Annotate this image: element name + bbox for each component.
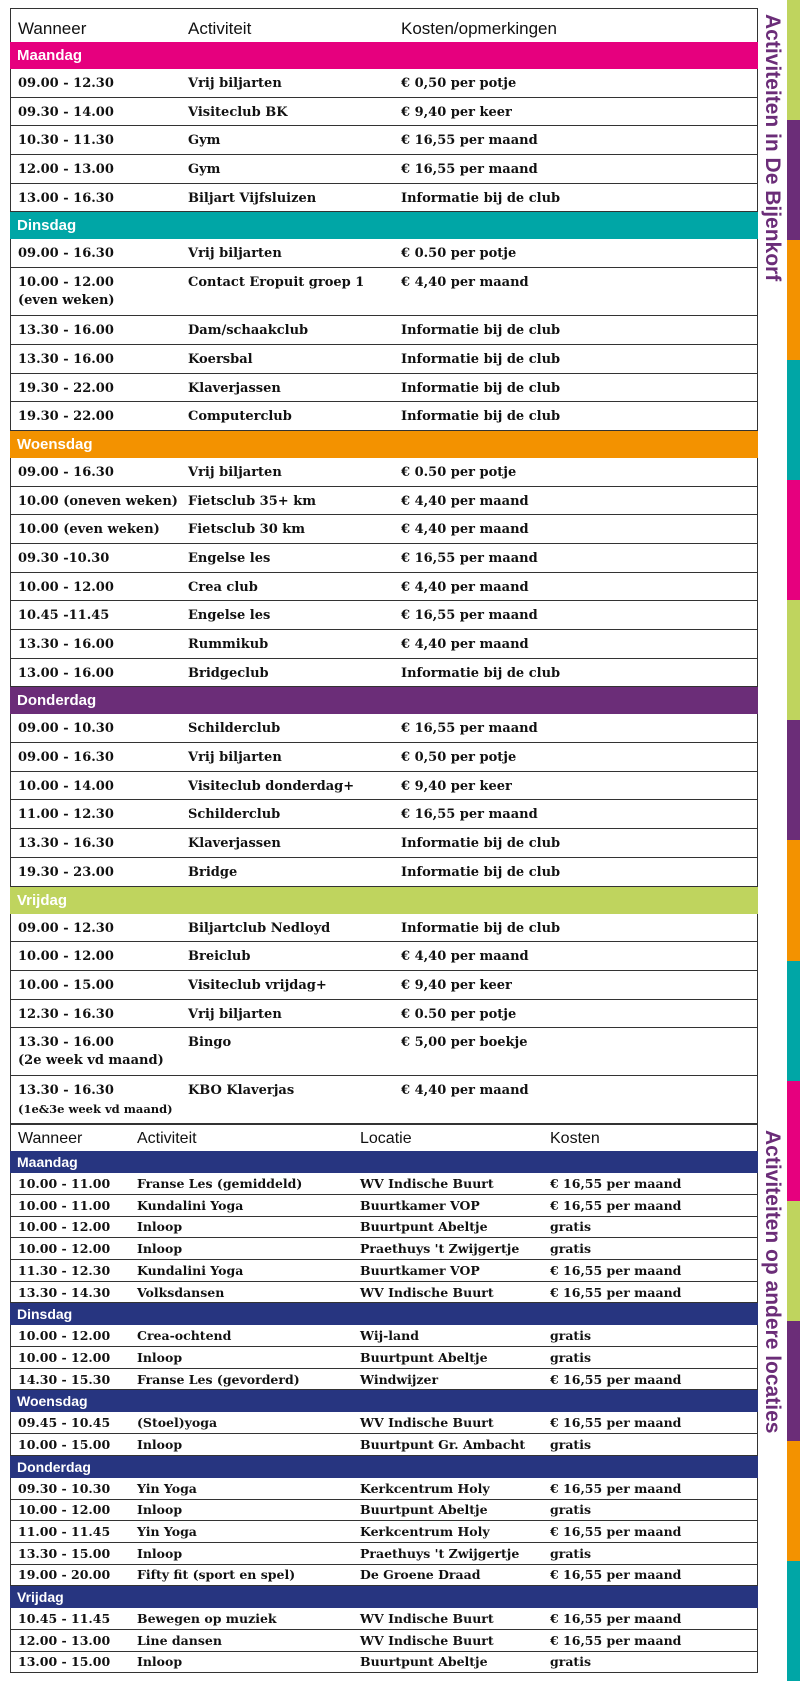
day-header-dinsdag: Dinsdag xyxy=(10,212,758,239)
table-row xyxy=(10,1028,758,1076)
time-cell: 13.30 - 15.00 xyxy=(18,1545,111,1561)
activity-cell: Computerclub xyxy=(188,409,292,425)
time-cell xyxy=(18,408,188,426)
cost-cell: Informatie bij de club xyxy=(401,351,561,367)
cost-cell: € 9,40 per keer xyxy=(401,778,512,794)
cost-cell: gratis xyxy=(550,1545,591,1561)
header-cell: Wanneer xyxy=(18,1130,83,1148)
activity-cell: Fietsclub 35+ km xyxy=(188,493,316,509)
time-cell xyxy=(18,550,188,568)
time-note: (even weken) xyxy=(18,293,115,309)
day-header-donderdag: Donderdag xyxy=(10,687,758,714)
time-note: (2e week vd maand) xyxy=(18,1053,164,1069)
activity-cell: Engelse les xyxy=(188,608,271,624)
cost-cell: gratis xyxy=(550,1328,591,1344)
activity-cell: Biljartclub Nedloyd xyxy=(188,920,331,936)
table-row xyxy=(10,971,758,1000)
cost-cell: € 16,55 per maand xyxy=(550,1262,682,1278)
day-header-woensdag: Woensdag xyxy=(10,431,758,458)
activity-cell: Bingo xyxy=(188,1035,232,1051)
time-text: 12.30 - 16.30 xyxy=(18,1006,114,1022)
activity-cell: Yin Yoga xyxy=(137,1524,197,1540)
time-cell: 14.30 - 15.30 xyxy=(18,1371,111,1387)
time-cell xyxy=(18,274,188,310)
day-header-woensdag: Woensdag xyxy=(10,1390,758,1412)
time-text: 13.30 - 16.30 xyxy=(18,1083,114,1099)
activity-cell: Klaverjassen xyxy=(188,380,281,396)
table-row xyxy=(10,1282,758,1304)
cost-cell: € 4,40 per maand xyxy=(401,949,529,965)
time-cell xyxy=(18,190,188,208)
table-row xyxy=(10,1260,758,1282)
time-text: 09.30 -10.30 xyxy=(18,550,110,566)
activity-cell: Crea club xyxy=(188,579,258,595)
time-cell xyxy=(18,720,188,738)
time-note: (1e&3e week vd maand) xyxy=(18,1102,173,1117)
location-cell: WV Indische Buurt xyxy=(360,1415,494,1431)
cost-cell: gratis xyxy=(550,1349,591,1365)
cost-cell: € 16,55 per maand xyxy=(550,1480,682,1496)
time-cell xyxy=(18,132,188,150)
activity-cell: Fifty fit (sport en spel) xyxy=(137,1567,296,1583)
cost-cell: € 16,55 per maand xyxy=(401,721,538,737)
cost-cell: gratis xyxy=(550,1436,591,1452)
time-cell xyxy=(18,493,188,511)
time-cell: 13.30 - 14.30 xyxy=(18,1284,111,1300)
cost-cell: € 0.50 per potje xyxy=(401,246,517,262)
cost-cell: € 16,55 per maand xyxy=(550,1197,682,1213)
location-cell: WV Indische Buurt xyxy=(360,1176,494,1192)
table-row xyxy=(10,1347,758,1369)
table-row xyxy=(10,1521,758,1543)
table-row xyxy=(10,1412,758,1434)
time-text: 10.00 - 12.00 xyxy=(18,275,114,291)
cost-cell: gratis xyxy=(550,1219,591,1235)
table-row xyxy=(10,402,758,431)
location-cell: Kerkcentrum Holy xyxy=(360,1480,490,1496)
cost-cell: gratis xyxy=(550,1241,591,1257)
table-row xyxy=(10,573,758,602)
location-cell: De Groene Draad xyxy=(360,1567,481,1583)
time-text: 09.00 - 16.30 xyxy=(18,246,114,262)
cost-cell: Informatie bij de club xyxy=(401,190,561,206)
header-cell: Locatie xyxy=(360,1130,412,1148)
activity-cell: Inloop xyxy=(137,1241,183,1257)
time-cell: 10.00 - 11.00 xyxy=(18,1176,111,1192)
cost-cell: € 9,40 per keer xyxy=(401,977,512,993)
table-row xyxy=(10,126,758,155)
activity-cell: Visiteclub BK xyxy=(188,104,288,120)
time-text: 13.30 - 16.30 xyxy=(18,836,114,852)
activity-cell: Kundalini Yoga xyxy=(137,1197,244,1213)
cost-cell: € 4,40 per maand xyxy=(401,579,529,595)
strip-segment xyxy=(787,1201,800,1321)
time-text: 09.00 - 16.30 xyxy=(18,464,114,480)
cost-cell: € 16,55 per maand xyxy=(550,1371,682,1387)
strip-segment xyxy=(787,720,800,840)
activity-cell: Vrij biljarten xyxy=(188,1006,282,1022)
activity-cell: Bridgeclub xyxy=(188,665,269,681)
table-row xyxy=(10,1076,758,1124)
time-cell: 12.00 - 13.00 xyxy=(18,1632,111,1648)
table-row xyxy=(10,544,758,573)
activity-cell: Inloop xyxy=(137,1219,183,1235)
table-row xyxy=(10,601,758,630)
time-text: 10.00 (oneven weken) xyxy=(18,493,178,509)
table-row xyxy=(10,914,758,943)
activity-cell: Inloop xyxy=(137,1436,183,1452)
cost-cell: gratis xyxy=(550,1502,591,1518)
strip-segment xyxy=(787,1081,800,1201)
time-cell xyxy=(18,864,188,882)
time-text: 13.30 - 16.00 xyxy=(18,637,114,652)
time-cell xyxy=(18,948,188,966)
cost-cell: € 0.50 per potje xyxy=(401,464,517,480)
location-cell: Buurtkamer VOP xyxy=(360,1197,480,1213)
table-row xyxy=(10,659,758,688)
table-row xyxy=(10,155,758,184)
activity-cell: Inloop xyxy=(137,1349,183,1365)
time-text: 11.00 - 12.30 xyxy=(18,807,114,823)
side-title-other-locations: Activiteiten op andere locaties xyxy=(761,1130,784,1434)
activity-cell: KBO Klaverjas xyxy=(188,1083,295,1099)
time-text: 09.00 - 16.30 xyxy=(18,750,114,766)
time-cell: 09.45 - 10.45 xyxy=(18,1415,111,1431)
time-text: 10.00 - 15.00 xyxy=(18,977,114,993)
day-header-vrijdag: Vrijdag xyxy=(10,1586,758,1608)
strip-segment xyxy=(787,480,800,600)
cost-cell: € 4,40 per maand xyxy=(401,522,529,538)
table-row xyxy=(10,1000,758,1029)
activity-cell: Volksdansen xyxy=(137,1284,225,1300)
table-row xyxy=(10,829,758,858)
table-row xyxy=(10,184,758,213)
cost-cell: € 16,55 per maand xyxy=(550,1611,682,1627)
activity-cell: Vrij biljarten xyxy=(188,76,282,91)
cost-cell: € 16,55 per maand xyxy=(550,1524,682,1540)
day-header-dinsdag: Dinsdag xyxy=(10,1303,758,1325)
day-header-maandag: Maandag xyxy=(10,42,758,69)
table-row xyxy=(10,858,758,887)
table-header xyxy=(10,1124,758,1151)
table-row xyxy=(10,1325,758,1347)
cost-cell: € 4,40 per maand xyxy=(401,1083,529,1099)
activity-cell: Vrij biljarten xyxy=(188,246,282,262)
time-cell: 10.45 - 11.45 xyxy=(18,1611,111,1627)
cost-cell: € 16,55 per maand xyxy=(401,807,538,823)
location-cell: WV Indische Buurt xyxy=(360,1632,494,1648)
table-header xyxy=(10,8,758,42)
table-row xyxy=(10,1630,758,1652)
cost-cell: € 16,55 per maand xyxy=(550,1632,682,1648)
day-header-vrijdag: Vrijdag xyxy=(10,887,758,914)
strip-segment xyxy=(787,840,800,960)
time-cell: 10.00 - 12.00 xyxy=(18,1241,111,1257)
cost-cell: Informatie bij de club xyxy=(401,864,561,880)
side-title-bijenkorf: Activiteiten in De Bijenkorf xyxy=(761,14,784,282)
time-cell xyxy=(18,778,188,796)
cost-cell: gratis xyxy=(550,1654,591,1670)
time-text: 10.00 (even weken) xyxy=(18,522,160,538)
time-text: 12.00 - 13.00 xyxy=(18,162,114,178)
cost-cell: Informatie bij de club xyxy=(401,920,561,936)
location-cell: Buurtkamer VOP xyxy=(360,1262,480,1278)
activity-cell: Crea-ochtend xyxy=(137,1328,232,1344)
activity-cell: (Stoel)yoga xyxy=(137,1415,218,1431)
header-cell: Activiteit xyxy=(137,1130,197,1148)
cost-cell: € 4,40 per maand xyxy=(401,637,529,652)
time-cell xyxy=(18,104,188,122)
time-text: 09.30 - 14.00 xyxy=(18,104,114,120)
time-cell: 10.00 - 11.00 xyxy=(18,1197,111,1213)
strip-segment xyxy=(787,360,800,480)
time-text: 10.45 -11.45 xyxy=(18,608,110,624)
cost-cell: € 16,55 per maand xyxy=(550,1176,682,1192)
time-cell xyxy=(18,920,188,938)
time-text: 13.00 - 16.30 xyxy=(18,190,114,206)
activity-cell: Breiclub xyxy=(188,949,251,965)
table-row xyxy=(10,487,758,516)
table-row xyxy=(10,743,758,772)
table-row xyxy=(10,239,758,268)
table-row xyxy=(10,1608,758,1630)
activity-cell: Yin Yoga xyxy=(137,1480,197,1496)
activity-cell: Franse Les (gemiddeld) xyxy=(137,1176,303,1192)
cost-cell: € 0,50 per potje xyxy=(401,750,517,766)
table-row xyxy=(10,1565,758,1587)
time-cell xyxy=(18,464,188,482)
time-cell xyxy=(18,1082,188,1118)
time-text: 10.00 - 12.00 xyxy=(18,949,114,965)
table-row xyxy=(10,1500,758,1522)
activity-cell: Schilderclub xyxy=(188,807,281,823)
table-row xyxy=(10,714,758,743)
activity-cell: Vrij biljarten xyxy=(188,750,282,766)
location-cell: Buurtpunt Abeltje xyxy=(360,1219,488,1235)
cost-cell: Informatie bij de club xyxy=(401,409,561,425)
time-cell: 11.30 - 12.30 xyxy=(18,1262,111,1278)
time-cell xyxy=(18,806,188,824)
schedule-tables xyxy=(10,8,758,1673)
time-text: 09.00 - 12.30 xyxy=(18,920,114,936)
cost-cell: € 16,55 per maand xyxy=(401,133,538,149)
day-header-donderdag: Donderdag xyxy=(10,1456,758,1478)
strip-segment xyxy=(787,961,800,1081)
time-cell xyxy=(18,749,188,767)
cost-cell: € 16,55 per maand xyxy=(550,1284,682,1300)
activity-cell: Bewegen op muziek xyxy=(137,1611,277,1627)
table-row xyxy=(10,1369,758,1391)
activity-cell: Fietsclub 30 km xyxy=(188,522,306,538)
time-text: 19.30 - 22.00 xyxy=(18,409,114,425)
strip-segment xyxy=(787,120,800,240)
table-row xyxy=(10,1543,758,1565)
cost-cell: € 5,00 per boekje xyxy=(401,1035,528,1051)
table-row xyxy=(10,630,758,659)
table-row xyxy=(10,942,758,971)
cost-cell: € 16,55 per maand xyxy=(401,550,538,566)
time-text: 09.00 - 12.30 xyxy=(18,76,114,91)
location-cell: Praethuys 't Zwijgertje xyxy=(360,1241,520,1257)
cost-cell: € 4,40 per maand xyxy=(401,493,529,509)
strip-segment xyxy=(787,1441,800,1561)
activity-cell: Inloop xyxy=(137,1502,183,1518)
header-cell: Wanneer xyxy=(18,20,87,38)
time-cell: 11.00 - 11.45 xyxy=(18,1524,111,1540)
cost-cell: € 4,40 per maand xyxy=(401,275,529,291)
cost-cell: € 16,55 per maand xyxy=(401,162,538,178)
time-cell xyxy=(18,1034,188,1070)
location-cell: Kerkcentrum Holy xyxy=(360,1524,490,1540)
time-cell xyxy=(18,636,188,654)
activity-cell: Klaverjassen xyxy=(188,836,281,852)
activity-cell: Kundalini Yoga xyxy=(137,1262,244,1278)
location-cell: WV Indische Buurt xyxy=(360,1284,494,1300)
time-cell: 10.00 - 12.00 xyxy=(18,1502,111,1518)
strip-segment xyxy=(787,1321,800,1441)
location-cell: Wij-land xyxy=(360,1328,419,1344)
cost-cell: Informatie bij de club xyxy=(401,323,561,339)
location-cell: Buurtpunt Abeltje xyxy=(360,1349,488,1365)
time-cell xyxy=(18,977,188,995)
strip-segment xyxy=(787,240,800,360)
activity-cell: Gym xyxy=(188,162,221,178)
time-text: 10.30 - 11.30 xyxy=(18,133,114,149)
header-cell: Kosten xyxy=(550,1130,600,1148)
cost-cell: Informatie bij de club xyxy=(401,380,561,396)
time-cell: 13.00 - 15.00 xyxy=(18,1654,111,1670)
activity-cell: Visiteclub donderdag+ xyxy=(188,778,355,794)
table-row xyxy=(10,772,758,801)
location-cell: WV Indische Buurt xyxy=(360,1611,494,1627)
location-cell: Buurtpunt Abeltje xyxy=(360,1502,488,1518)
time-cell: 19.00 - 20.00 xyxy=(18,1567,111,1583)
header-cell: Activiteit xyxy=(188,20,252,38)
activity-cell: Inloop xyxy=(137,1545,183,1561)
strip-segment xyxy=(787,600,800,720)
activity-cell: Engelse les xyxy=(188,550,271,566)
location-cell: Buurtpunt Abeltje xyxy=(360,1654,488,1670)
time-text: 13.30 - 16.00 xyxy=(18,351,114,367)
activity-cell: Franse Les (gevorderd) xyxy=(137,1371,300,1387)
cost-cell: € 16,55 per maand xyxy=(550,1567,682,1583)
activity-cell: Contact Eropuit groep 1 xyxy=(188,275,365,291)
table-row xyxy=(10,515,758,544)
table-row xyxy=(10,374,758,403)
time-cell xyxy=(18,380,188,398)
time-cell xyxy=(18,579,188,597)
table-row xyxy=(10,316,758,345)
time-cell xyxy=(18,835,188,853)
time-text: 10.00 - 14.00 xyxy=(18,778,114,794)
time-cell xyxy=(18,607,188,625)
activity-cell: Koersbal xyxy=(188,351,253,367)
table-row xyxy=(10,69,758,98)
cost-cell: € 16,55 per maand xyxy=(401,608,538,624)
time-cell xyxy=(18,245,188,263)
time-text: 13.30 - 16.00 xyxy=(18,323,114,339)
table-row xyxy=(10,800,758,829)
time-cell xyxy=(18,521,188,539)
activity-cell: Gym xyxy=(188,133,221,149)
table-row xyxy=(10,1238,758,1260)
table-row xyxy=(10,458,758,487)
activity-cell: Bridge xyxy=(188,864,238,880)
table-row xyxy=(10,98,758,127)
table-row xyxy=(10,1173,758,1195)
time-cell xyxy=(18,665,188,683)
time-text: 19.30 - 22.00 xyxy=(18,380,114,396)
other-locations-table xyxy=(10,1124,758,1673)
table-row xyxy=(10,1217,758,1239)
activity-cell: Schilderclub xyxy=(188,721,281,737)
activity-cell: Rummikub xyxy=(188,637,269,652)
time-cell: 10.00 - 15.00 xyxy=(18,1436,111,1452)
color-side-strip xyxy=(787,0,800,1681)
time-text: 09.00 - 10.30 xyxy=(18,721,114,737)
time-text: 13.00 - 16.00 xyxy=(18,665,114,681)
time-cell xyxy=(18,161,188,179)
table-row xyxy=(10,345,758,374)
activity-cell: Line dansen xyxy=(137,1632,222,1648)
time-text: 13.30 - 16.00 xyxy=(18,1035,114,1051)
cost-cell: Informatie bij de club xyxy=(401,836,561,852)
table-row xyxy=(10,268,758,316)
table-row xyxy=(10,1478,758,1500)
location-cell: Buurtpunt Gr. Ambacht xyxy=(360,1436,526,1452)
activity-cell: Visiteclub vrijdag+ xyxy=(188,977,327,993)
time-cell xyxy=(18,75,188,93)
table-row xyxy=(10,1652,758,1674)
day-header-maandag: Maandag xyxy=(10,1151,758,1173)
table-row xyxy=(10,1434,758,1456)
time-cell: 10.00 - 12.00 xyxy=(18,1349,111,1365)
time-text: 19.30 - 23.00 xyxy=(18,864,114,880)
strip-segment xyxy=(787,1561,800,1681)
cost-cell: € 9,40 per keer xyxy=(401,104,512,120)
bijenkorf-activities-table xyxy=(10,8,758,1124)
table-row xyxy=(10,1195,758,1217)
activity-cell: Biljart Vijfsluizen xyxy=(188,190,317,206)
cost-cell: Informatie bij de club xyxy=(401,665,561,681)
time-cell xyxy=(18,1006,188,1024)
cost-cell: € 16,55 per maand xyxy=(550,1415,682,1431)
time-cell xyxy=(18,322,188,340)
time-text: 10.00 - 12.00 xyxy=(18,579,114,595)
location-cell: Windwijzer xyxy=(360,1371,439,1387)
header-cell: Kosten/opmerkingen xyxy=(401,20,557,38)
location-cell: Praethuys 't Zwijgertje xyxy=(360,1545,520,1561)
time-cell: 10.00 - 12.00 xyxy=(18,1219,111,1235)
cost-cell: € 0,50 per potje xyxy=(401,76,517,91)
time-cell: 10.00 - 12.00 xyxy=(18,1328,111,1344)
activity-cell: Dam/schaakclub xyxy=(188,323,309,339)
cost-cell: € 0.50 per potje xyxy=(401,1006,517,1022)
activity-cell: Inloop xyxy=(137,1654,183,1670)
time-cell: 09.30 - 10.30 xyxy=(18,1480,111,1496)
time-cell xyxy=(18,351,188,369)
activity-cell: Vrij biljarten xyxy=(188,464,282,480)
strip-segment xyxy=(787,0,800,120)
